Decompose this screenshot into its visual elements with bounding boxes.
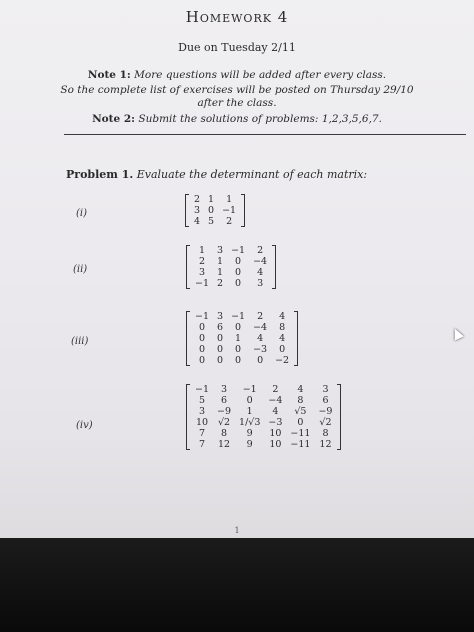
matrix-row bbox=[190, 194, 240, 205]
matrix-entry: 0 bbox=[198, 333, 206, 344]
note-1-label: Note 1: bbox=[87, 69, 131, 81]
matrix-entry: 0 bbox=[235, 355, 242, 366]
matrix-iv bbox=[186, 384, 341, 450]
matrix-entry: 3 bbox=[322, 384, 329, 395]
matrix-entry: 8 bbox=[297, 395, 304, 406]
matrix-row bbox=[191, 333, 293, 344]
matrix-entry: √2 bbox=[217, 417, 231, 428]
matrix-entry: 3 bbox=[194, 205, 201, 216]
matrix-entry: 2 bbox=[257, 245, 264, 256]
part-ii-label: (ii) bbox=[73, 264, 88, 275]
matrix-row bbox=[191, 267, 271, 278]
matrix-entry: 0 bbox=[198, 344, 206, 355]
note-2-text: Submit the solutions of problems: 1,2,3,5,6,7. bbox=[138, 113, 382, 125]
due-date: Due on Tuesday 2/11 bbox=[178, 41, 296, 54]
note-1-line-2: So the complete list of exercises will be posted on Thursday 29/10 bbox=[60, 84, 414, 96]
note-2-label: Note 2: bbox=[92, 113, 136, 125]
matrix-entry: 0 bbox=[198, 322, 206, 333]
matrix-entry: −1 bbox=[231, 311, 246, 322]
matrix-entry: 4 bbox=[279, 333, 286, 344]
matrix-entry: 3 bbox=[217, 311, 224, 322]
matrix-entry: −1 bbox=[231, 245, 246, 256]
matrix-entry: −1 bbox=[195, 311, 210, 322]
matrix-row bbox=[191, 439, 336, 450]
matrix-entry: 0 bbox=[235, 267, 242, 278]
matrix-entry: 7 bbox=[198, 428, 206, 439]
matrix-entry: 5 bbox=[198, 395, 206, 406]
part-iv-label: (iv) bbox=[76, 420, 93, 431]
matrix-entry: 8 bbox=[322, 428, 329, 439]
matrix-iii bbox=[186, 311, 298, 366]
matrix-entry: 1 bbox=[217, 267, 224, 278]
note-1-text: More questions will be added after every class. bbox=[134, 69, 387, 81]
matrix-entry: 2 bbox=[194, 194, 201, 205]
matrix-row bbox=[191, 406, 336, 417]
matrix-row bbox=[190, 216, 240, 227]
matrix-row bbox=[191, 395, 336, 406]
matrix-entry: 4 bbox=[194, 216, 201, 227]
matrix-entry: 0 bbox=[235, 344, 242, 355]
matrix-entry: 4 bbox=[272, 406, 279, 417]
matrix-row bbox=[191, 384, 336, 395]
page-number: 1 bbox=[234, 526, 240, 535]
matrix-entry: 0 bbox=[246, 395, 253, 406]
matrix-entry: 1 bbox=[235, 333, 242, 344]
matrix-entry: 0 bbox=[279, 344, 286, 355]
matrix-row bbox=[190, 205, 240, 216]
matrix-entry: −4 bbox=[253, 322, 268, 333]
problem-1-heading bbox=[66, 168, 367, 181]
matrix-row bbox=[191, 245, 271, 256]
matrix-row bbox=[191, 355, 293, 366]
matrix-row bbox=[191, 417, 336, 428]
matrix-entry: 2 bbox=[257, 311, 264, 322]
matrix-entry: 1 bbox=[198, 245, 206, 256]
matrix-entry: √2 bbox=[319, 417, 332, 428]
matrix-row bbox=[191, 278, 271, 289]
part-iii-label: (iii) bbox=[71, 336, 89, 347]
matrix-entry: 10 bbox=[269, 439, 282, 450]
matrix-entry: 8 bbox=[221, 428, 228, 439]
matrix-entry: −1 bbox=[222, 205, 237, 216]
matrix-entry: 8 bbox=[279, 322, 286, 333]
matrix-entry: −11 bbox=[290, 428, 311, 439]
part-i-label: (i) bbox=[76, 208, 88, 219]
matrix-entry: 1 bbox=[226, 194, 233, 205]
dark-background bbox=[0, 538, 474, 632]
matrix-entry: 4 bbox=[297, 384, 304, 395]
matrix-entry: −3 bbox=[268, 417, 283, 428]
matrix-entry: 4 bbox=[279, 311, 286, 322]
mouse-cursor-icon bbox=[450, 326, 464, 340]
matrix-entry: 1 bbox=[246, 406, 253, 417]
matrix-entry: 3 bbox=[221, 384, 228, 395]
matrix-row bbox=[191, 311, 293, 322]
matrix-entry: 9 bbox=[246, 439, 253, 450]
problem-1-label: Problem 1. bbox=[66, 168, 134, 181]
matrix-entry: 0 bbox=[257, 355, 264, 366]
matrix-entry: 0 bbox=[297, 417, 304, 428]
matrix-entry: 2 bbox=[226, 216, 233, 227]
matrix-entry: 0 bbox=[217, 333, 224, 344]
note-2 bbox=[0, 113, 474, 125]
problem-1-text: Evaluate the determinant of each matrix: bbox=[136, 168, 368, 181]
matrix-entry: √5 bbox=[294, 406, 307, 417]
matrix-entry: 6 bbox=[217, 322, 224, 333]
matrix-entry: 0 bbox=[217, 355, 224, 366]
matrix-entry: −9 bbox=[318, 406, 333, 417]
matrix-entry: 1 bbox=[217, 256, 224, 267]
matrix-row bbox=[191, 256, 271, 267]
matrix-entry: −1 bbox=[195, 278, 210, 289]
matrix-ii bbox=[186, 245, 276, 289]
matrix-entry: 4 bbox=[257, 267, 264, 278]
matrix-entry: 2 bbox=[272, 384, 279, 395]
matrix-row bbox=[191, 344, 293, 355]
matrix-entry: 4 bbox=[257, 333, 264, 344]
matrix-entry: −9 bbox=[217, 406, 232, 417]
matrix-entry: −4 bbox=[268, 395, 283, 406]
note-1-line-1 bbox=[0, 69, 474, 81]
matrix-entry: 2 bbox=[198, 256, 206, 267]
matrix-entry: 3 bbox=[257, 278, 264, 289]
matrix-entry: 10 bbox=[195, 417, 209, 428]
matrix-entry: 1 bbox=[208, 194, 215, 205]
matrix-entry: 0 bbox=[235, 278, 242, 289]
matrix-entry: 3 bbox=[198, 406, 206, 417]
matrix-entry: 0 bbox=[198, 355, 206, 366]
matrix-entry: 2 bbox=[217, 278, 224, 289]
matrix-entry: 0 bbox=[208, 205, 215, 216]
matrix-entry: −11 bbox=[290, 439, 311, 450]
matrix-row bbox=[191, 428, 336, 439]
page-title: Homework 4 bbox=[185, 8, 289, 26]
matrix-entry: −3 bbox=[253, 344, 268, 355]
matrix-row bbox=[191, 322, 293, 333]
matrix-entry: 12 bbox=[217, 439, 231, 450]
matrix-entry: 0 bbox=[217, 344, 224, 355]
matrix-entry: 5 bbox=[208, 216, 215, 227]
matrix-i bbox=[185, 194, 245, 227]
matrix-entry: −4 bbox=[253, 256, 268, 267]
matrix-entry: 0 bbox=[235, 322, 242, 333]
matrix-entry: 3 bbox=[217, 245, 224, 256]
matrix-entry: 9 bbox=[246, 428, 253, 439]
matrix-entry: 10 bbox=[269, 428, 282, 439]
divider bbox=[64, 134, 466, 135]
matrix-entry: 0 bbox=[235, 256, 242, 267]
matrix-entry: 3 bbox=[198, 267, 206, 278]
matrix-entry: 12 bbox=[319, 439, 332, 450]
matrix-entry: −2 bbox=[275, 355, 290, 366]
note-1-line-3: after the class. bbox=[197, 97, 277, 109]
matrix-entry: 6 bbox=[221, 395, 228, 406]
matrix-entry: 6 bbox=[322, 395, 329, 406]
matrix-entry: 7 bbox=[198, 439, 206, 450]
matrix-entry: 1/√3 bbox=[239, 417, 261, 428]
matrix-entry: −1 bbox=[242, 384, 257, 395]
matrix-entry: −1 bbox=[195, 384, 210, 395]
